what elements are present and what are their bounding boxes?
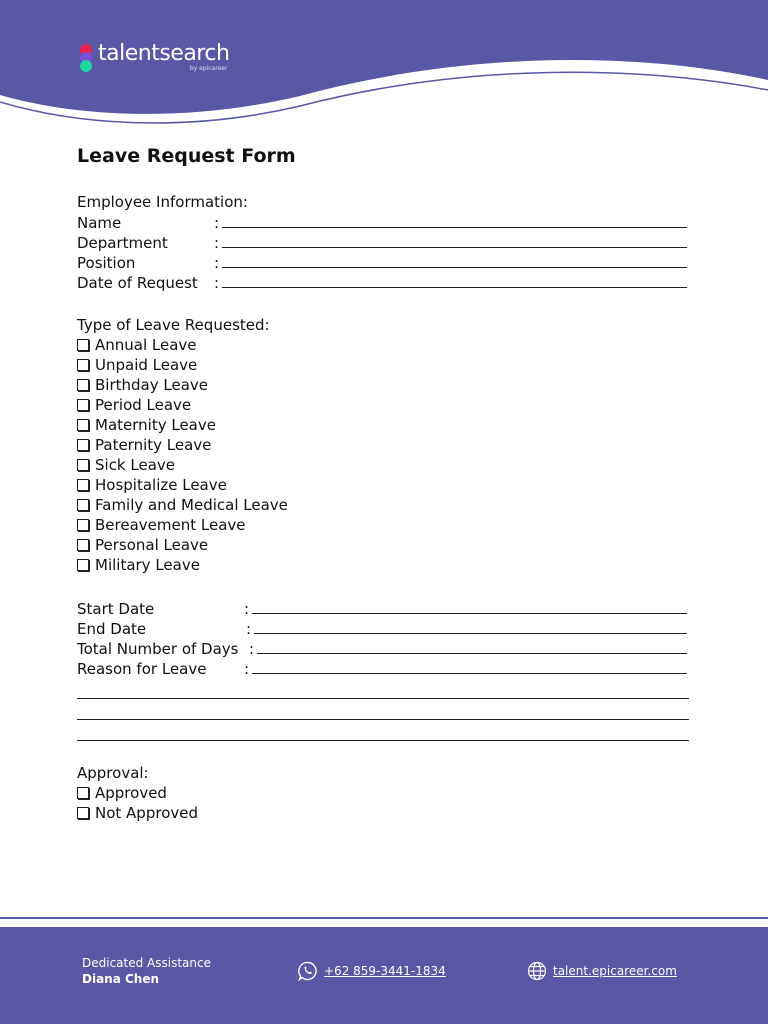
employee-fields [77, 212, 689, 292]
phone-link[interactable]: +62 859-3441-1834 [324, 964, 446, 978]
checkbox[interactable] [77, 519, 89, 531]
field-input-line[interactable] [252, 658, 687, 674]
approval-options [77, 783, 689, 823]
field-label: End Date [77, 620, 147, 638]
logo-mark-icon [78, 44, 94, 74]
checkbox-label: Approved [95, 784, 167, 802]
reason-line[interactable] [77, 678, 689, 699]
leave-type-option [77, 475, 689, 495]
checkbox[interactable] [77, 419, 89, 431]
assist-label: Dedicated Assistance [82, 956, 211, 970]
website-contact [527, 961, 677, 981]
form-field [77, 638, 689, 658]
field-label: Department [77, 234, 168, 252]
form-field [77, 618, 689, 638]
reason-line[interactable] [77, 720, 689, 741]
footer [0, 927, 768, 1024]
field-colon: : [244, 600, 250, 618]
leave-type-option [77, 535, 689, 555]
leave-type-list [77, 335, 689, 575]
checkbox-label: Family and Medical Leave [95, 496, 288, 514]
leave-type-option [77, 415, 689, 435]
reason-line[interactable] [77, 699, 689, 720]
globe-icon [527, 961, 547, 981]
checkbox-label: Sick Leave [95, 456, 176, 474]
checkbox[interactable] [77, 479, 89, 491]
checkbox[interactable] [77, 399, 89, 411]
field-input-line[interactable] [222, 232, 687, 248]
approval-option [77, 783, 689, 803]
brand-logo[interactable] [78, 40, 229, 74]
field-label: Total Number of Days [77, 640, 239, 658]
checkbox-label: Period Leave [95, 396, 192, 414]
leave-type-option [77, 375, 689, 395]
checkbox-label: Hospitalize Leave [95, 476, 227, 494]
field-colon: : [214, 234, 220, 252]
checkbox[interactable] [77, 559, 89, 571]
date-fields [77, 598, 689, 678]
checkbox-label: Bereavement Leave [95, 516, 246, 534]
approval-heading: Approval: [77, 764, 149, 782]
dedicated-assistance [82, 955, 211, 987]
form-field [77, 598, 689, 618]
field-label: Start Date [77, 600, 155, 618]
checkbox-label: Annual Leave [95, 336, 197, 354]
form-field [77, 232, 689, 252]
checkbox[interactable] [77, 439, 89, 451]
form-field [77, 272, 689, 292]
employee-heading: Employee Information: [77, 193, 248, 211]
checkbox[interactable] [77, 539, 89, 551]
checkbox[interactable] [77, 787, 89, 799]
field-label: Date of Request [77, 274, 198, 292]
field-colon: : [214, 254, 220, 272]
whatsapp-icon [298, 961, 318, 981]
field-colon: : [246, 620, 252, 638]
checkbox[interactable] [77, 379, 89, 391]
leave-type-option [77, 555, 689, 575]
field-label: Name [77, 214, 122, 232]
leave-type-option [77, 515, 689, 535]
field-colon: : [249, 640, 255, 658]
leave-type-option [77, 455, 689, 475]
checkbox[interactable] [77, 807, 89, 819]
field-colon: : [214, 274, 220, 292]
phone-contact [298, 961, 446, 981]
website-link[interactable]: talent.epicareer.com [553, 964, 677, 978]
form-field [77, 658, 689, 678]
form-field [77, 212, 689, 232]
checkbox[interactable] [77, 459, 89, 471]
checkbox[interactable] [77, 359, 89, 371]
field-input-line[interactable] [222, 212, 687, 228]
checkbox-label: Personal Leave [95, 536, 209, 554]
leave-type-option [77, 435, 689, 455]
leave-type-option [77, 395, 689, 415]
field-label: Reason for Leave [77, 660, 207, 678]
checkbox-label: Maternity Leave [95, 416, 216, 434]
field-input-line[interactable] [222, 252, 687, 268]
logo-tagline: by epicareer [189, 65, 228, 72]
field-colon: : [244, 660, 250, 678]
leave-type-option [77, 495, 689, 515]
form-body [77, 192, 689, 823]
leave-type-option [77, 335, 689, 355]
checkbox-label: Paternity Leave [95, 436, 212, 454]
field-input-line[interactable] [257, 638, 687, 654]
checkbox[interactable] [77, 339, 89, 351]
checkbox-label: Not Approved [95, 804, 198, 822]
checkbox-label: Unpaid Leave [95, 356, 198, 374]
assist-name: Diana Chen [82, 972, 160, 986]
field-input-line[interactable] [254, 618, 687, 634]
leave-heading: Type of Leave Requested: [77, 316, 270, 334]
form-title: Leave Request Form [77, 145, 296, 167]
approval-option [77, 803, 689, 823]
checkbox-label: Military Leave [95, 556, 200, 574]
field-colon: : [214, 214, 220, 232]
field-label: Position [77, 254, 136, 272]
form-field [77, 252, 689, 272]
field-input-line[interactable] [252, 598, 687, 614]
logo-name: talentsearch [98, 41, 230, 66]
checkbox-label: Birthday Leave [95, 376, 208, 394]
checkbox[interactable] [77, 499, 89, 511]
leave-type-option [77, 355, 689, 375]
field-input-line[interactable] [222, 272, 687, 288]
